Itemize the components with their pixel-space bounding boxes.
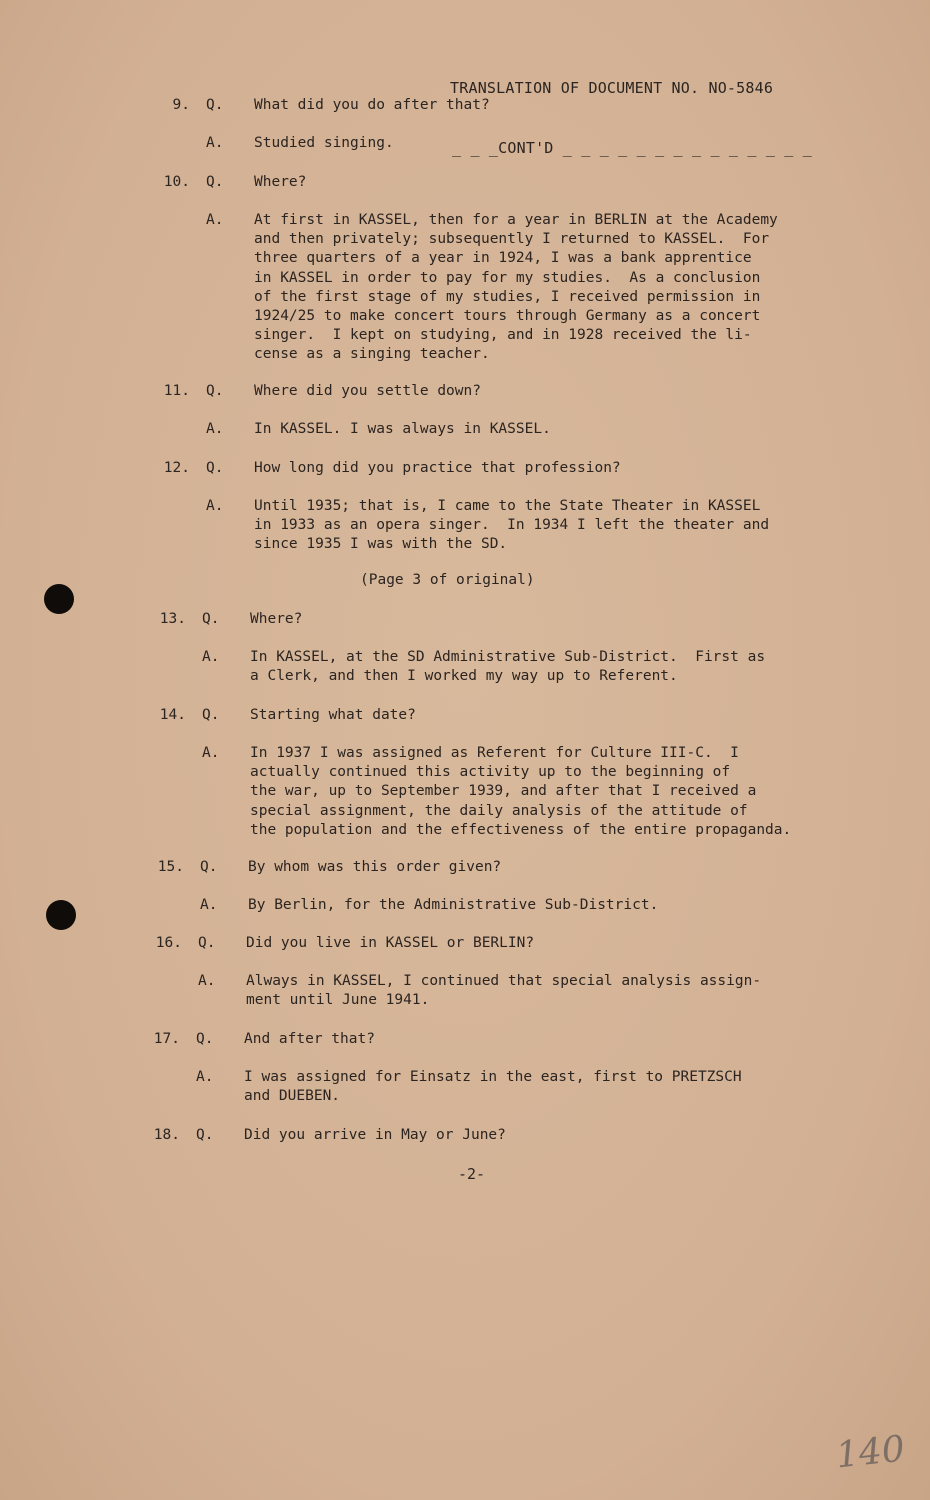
question-label: Q.	[200, 859, 218, 875]
question-text: Where?	[254, 174, 307, 190]
punch-hole-bottom	[46, 900, 76, 930]
punch-hole-top	[44, 584, 74, 614]
answer-text: I was assigned for Einsatz in the east, first to PRETZSCH and DUEBEN.	[244, 1069, 742, 1105]
question-text: How long did you practice that profession?	[254, 460, 621, 476]
answer-label: A.	[200, 897, 218, 913]
item-number: 14.	[159, 707, 186, 723]
question-label: Q.	[198, 935, 216, 951]
answer-text: Until 1935; that is, I came to the State Theater in KASSEL in 1933 as an opera singer. In 1934 I left the theater and since 1935 I was with the SD.	[254, 498, 770, 553]
page-number: -2-	[458, 1165, 486, 1183]
question-text: Did you live in KASSEL or BERLIN?	[246, 935, 535, 951]
item-number: 17.	[153, 1031, 180, 1047]
answer-text: By Berlin, for the Administrative Sub-District.	[248, 897, 659, 913]
header-subtitle: _ _ _CONT'D _ _ _ _ _ _ _ _ _ _ _ _ _ _	[452, 139, 812, 157]
question-text: And after that?	[244, 1031, 375, 1047]
item-number: 16.	[155, 935, 182, 951]
answer-label: A.	[206, 212, 224, 228]
answer-label: A.	[206, 498, 224, 514]
answer-text: In 1937 I was assigned as Referent for Culture III-C. I actually continued this activity up to the beginning of the war, up to September 1939, and after that I received a special assignment, the daily analysis of the attitude of the population and the effectiveness of the entire propaganda.	[250, 745, 792, 838]
question-label: Q.	[206, 383, 224, 399]
answer-label: A.	[202, 649, 220, 665]
answer-text: At first in KASSEL, then for a year in BERLIN at the Academy and then privately; subsequently I returned to KASSEL. For three quarters of a year in 1924, I was a bank apprentice in KASSEL in order to pay for my studies. As a conclusion of the first stage of my studies, I received permission in 1924/25 to make concert tours through Germany as a concert singer. I kept on studying, and in 1928 received the li- cense as a singing teacher.	[254, 212, 778, 363]
question-label: Q.	[196, 1127, 214, 1143]
question-label: Q.	[206, 174, 224, 190]
question-label: Q.	[202, 707, 220, 723]
item-number: 10.	[163, 174, 190, 190]
answer-label: A.	[198, 973, 216, 989]
answer-text: Always in KASSEL, I continued that special analysis assign- ment until June 1941.	[246, 973, 762, 1009]
question-text: Did you arrive in May or June?	[244, 1127, 506, 1143]
answer-text: In KASSEL, at the SD Administrative Sub-District. First as a Clerk, and then I worked my way up to Referent.	[250, 649, 766, 685]
item-number: 13.	[159, 611, 186, 627]
item-number: 12.	[163, 460, 190, 476]
header-title: TRANSLATION OF DOCUMENT NO. NO-5846	[450, 79, 774, 97]
answer-label: A.	[196, 1069, 214, 1085]
question-text: Where did you settle down?	[254, 383, 481, 399]
item-number: 9.	[172, 97, 190, 113]
question-label: Q.	[202, 611, 220, 627]
question-text: Starting what date?	[250, 707, 416, 723]
answer-label: A.	[206, 135, 224, 151]
item-number: 11.	[163, 383, 190, 399]
handwritten-folio-number: 140	[834, 1428, 907, 1477]
item-number: 18.	[153, 1127, 180, 1143]
question-label: Q.	[206, 460, 224, 476]
question-text: Where?	[250, 611, 303, 627]
item-number: 15.	[157, 859, 184, 875]
page-of-original-note: (Page 3 of original)	[360, 572, 535, 588]
question-text: What did you do after that?	[254, 97, 490, 113]
answer-text: Studied singing.	[254, 135, 394, 151]
question-label: Q.	[206, 97, 224, 113]
answer-label: A.	[202, 745, 220, 761]
answer-text: In KASSEL. I was always in KASSEL.	[254, 421, 551, 437]
answer-label: A.	[206, 421, 224, 437]
question-text: By whom was this order given?	[248, 859, 502, 875]
question-label: Q.	[196, 1031, 214, 1047]
